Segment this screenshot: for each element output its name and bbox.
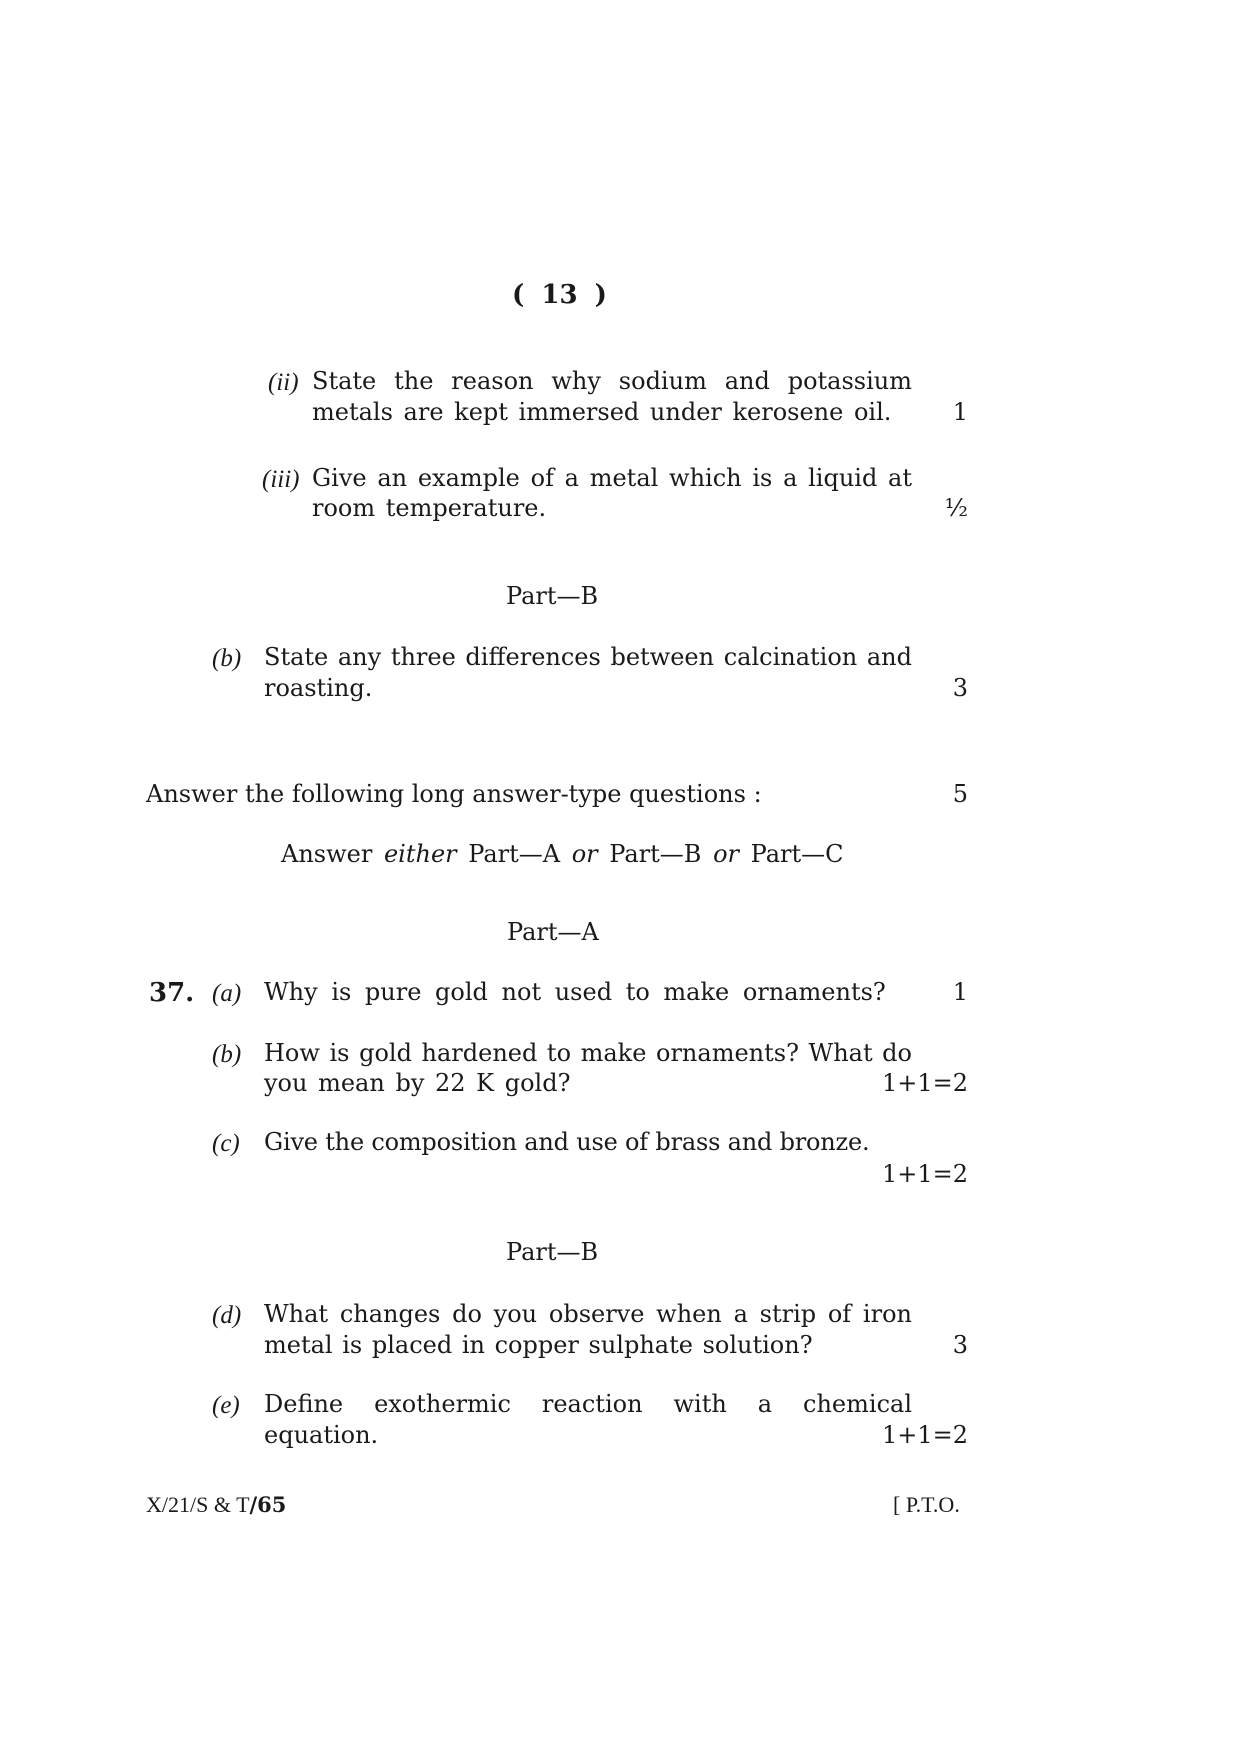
item-text: metal is placed in copper sulphate solution? <box>264 1331 813 1359</box>
pto-marker: [ P.T.O. <box>893 1492 960 1517</box>
choice-word: Part—A <box>468 840 561 868</box>
item-text: Why is pure gold not used to make ornaments? <box>264 978 886 1006</box>
question-number: 37. <box>149 978 195 1008</box>
item-line: Define exothermic reaction with a chemical <box>264 1390 912 1418</box>
section-heading: Part—A <box>507 918 599 946</box>
section-heading: Part—B <box>506 582 599 610</box>
item-label: (b) <box>212 645 242 672</box>
marks: 3 <box>952 1331 968 1359</box>
instruction-text: Answer the following long answer-type questions : <box>146 780 762 808</box>
marks: 5 <box>952 780 968 808</box>
item-text: roasting. <box>264 674 373 702</box>
item-label: (iii) <box>262 466 300 493</box>
choice-word: either <box>383 840 457 868</box>
item-text: you mean by 22 K gold? <box>264 1069 571 1097</box>
item-label: (c) <box>212 1130 240 1157</box>
marks: 1+1=2 <box>881 1160 968 1188</box>
item-text <box>264 1039 912 1067</box>
item-text <box>264 1390 912 1418</box>
section-heading: Part—B <box>506 1238 599 1266</box>
item-text: room temperature. <box>312 494 547 522</box>
item-text: metals are kept immersed under kerosene oil. <box>312 398 892 426</box>
choice-word: or <box>713 840 739 868</box>
paper-code-suffix: /65 <box>249 1492 287 1517</box>
item-label: (e) <box>212 1392 240 1419</box>
item-text: Give the composition and use of brass and bronze. <box>264 1128 870 1156</box>
item-label: (d) <box>212 1302 242 1329</box>
marks: 1 <box>952 398 968 426</box>
marks: ½ <box>944 494 968 522</box>
item-text <box>264 643 912 671</box>
item-line: Give an example of a metal which is a liquid at <box>312 464 912 492</box>
item-line: State any three differences between calcination and <box>264 643 912 671</box>
marks: 3 <box>952 674 968 702</box>
item-label: (a) <box>212 980 242 1007</box>
item-line: What changes do you observe when a strip of iron <box>264 1300 912 1328</box>
page-number: ( 13 ) <box>512 280 607 310</box>
choice-line <box>281 840 844 868</box>
choice-word: Answer <box>281 840 373 868</box>
marks: 1+1=2 <box>881 1069 968 1097</box>
marks: 1 <box>952 978 968 1006</box>
item-text <box>264 1300 912 1328</box>
item-text <box>312 464 912 492</box>
marks: 1+1=2 <box>881 1421 968 1449</box>
item-label: (b) <box>212 1041 242 1068</box>
item-line: How is gold hardened to make ornaments? What do <box>264 1039 912 1067</box>
choice-word: Part—C <box>750 840 844 868</box>
item-line: State the reason why sodium and potassium <box>312 367 912 395</box>
item-text <box>312 367 912 395</box>
choice-word: Part—B <box>609 840 702 868</box>
paper-code <box>146 1492 286 1518</box>
item-label: (ii) <box>268 369 299 396</box>
choice-word: or <box>571 840 598 868</box>
paper-code-prefix: X/21/S & T <box>146 1492 250 1517</box>
item-text: equation. <box>264 1421 379 1449</box>
